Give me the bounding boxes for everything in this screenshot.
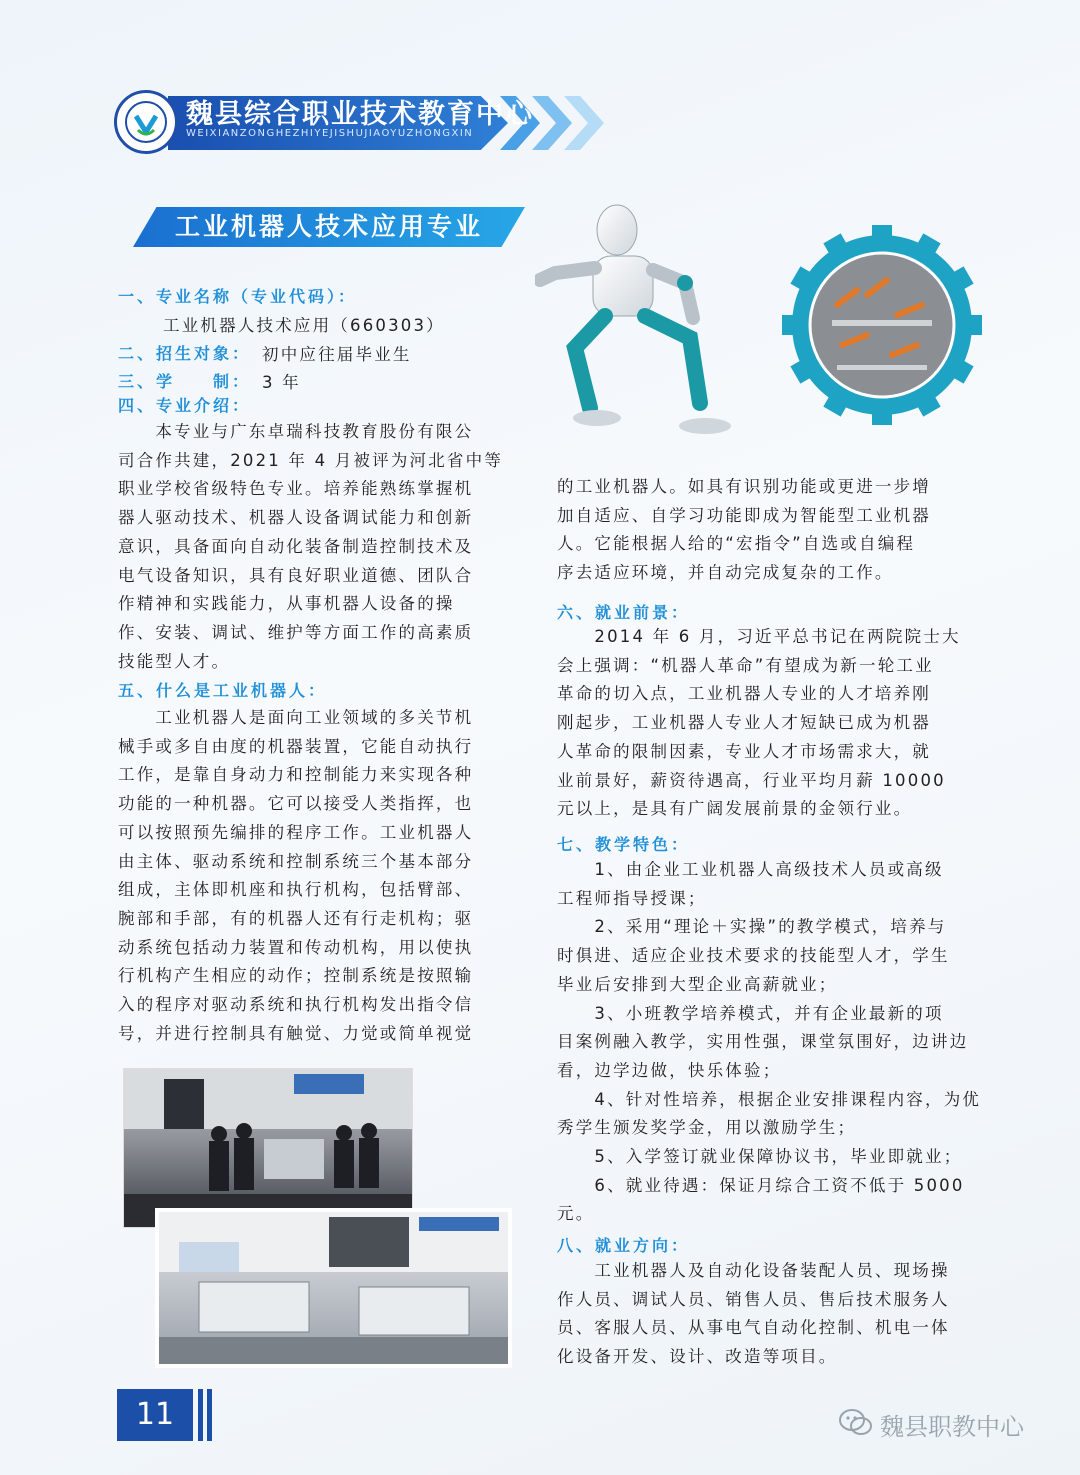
chevron-icon xyxy=(564,96,604,150)
text-line: 3、小班教学培养模式，并有企业最新的项 xyxy=(557,1003,944,1023)
section-4-body xyxy=(118,418,503,676)
text-line: 意识，具备面向自动化装备制造控制技术及 xyxy=(118,536,474,556)
text-line: 可以按照预先编排的程序工作。工业机器人 xyxy=(118,822,474,842)
section-8-heading: 八、就业方向： xyxy=(557,1236,691,1255)
text-line: 看，边学边做，快乐体验； xyxy=(557,1060,782,1080)
section-8-body xyxy=(557,1257,950,1372)
section-6-heading: 六、就业前景： xyxy=(557,603,691,622)
text-line: 毕业后安排到大型企业高薪就业； xyxy=(557,974,838,994)
text-line: 工业机器人是面向工业领域的多关节机 xyxy=(118,708,474,727)
text-line: 时俱进、适应企业技术要求的技能型人才，学生 xyxy=(557,946,950,966)
text-line: 化设备开发、设计、改造等项目。 xyxy=(557,1347,838,1367)
text-line: 电气设备知识，具有良好职业道德、团队合 xyxy=(118,565,474,585)
text-line: 技能型人才。 xyxy=(118,651,231,671)
text-line: 组成，主体即机座和执行机构，包括臂部、 xyxy=(118,880,474,900)
text-line: 序去适应环境，并自动完成复杂的工作。 xyxy=(557,563,894,583)
text-line: 2014 年 6 月，习近平总书记在两院院士大 xyxy=(557,627,961,646)
section-5-continued xyxy=(557,473,931,588)
enrollment-value: 初中应往届毕业生 xyxy=(262,345,412,364)
text-line: 4、针对性培养，根据企业安排课程内容，为优 xyxy=(557,1089,982,1109)
section-3-heading: 三、学 制： xyxy=(118,372,252,391)
duration-value: 3 年 xyxy=(262,373,301,392)
text-line: 器人驱动技术、机器人设备调试能力和创新 xyxy=(118,508,474,528)
text-line: 5、入学签订就业保障协议书，毕业即就业； xyxy=(557,1147,963,1167)
text-line: 刚起步，工业机器人专业人才短缺已成为机器 xyxy=(557,713,931,733)
text-line: 作人员、调试人员、销售人员、售后技术服务人 xyxy=(557,1289,950,1309)
text-line: 司合作共建，2021 年 4 月被评为河北省中等 xyxy=(118,450,504,470)
text-line: 由主体、驱动系统和控制系统三个基本部分 xyxy=(118,851,474,871)
text-line: 行机构产生相应的动作；控制系统是按照输 xyxy=(118,966,474,986)
text-line: 的工业机器人。如具有识别功能或更进一步增 xyxy=(557,477,931,496)
text-line: 2、采用“理论＋实操”的教学模式，培养与 xyxy=(557,917,947,937)
text-line: 加自适应、自学习功能即成为智能型工业机器 xyxy=(557,505,931,525)
page-number: 11 xyxy=(117,1389,193,1441)
text-line: 元以上，是具有广阔发展前景的金领行业。 xyxy=(557,799,913,819)
text-line: 工作，是靠自身动力和控制能力来实现各种 xyxy=(118,765,474,785)
school-name: 魏县综合职业技术教育中心 xyxy=(186,99,534,130)
text-line: 人。它能根据人给的“宏指令”自选或自编程 xyxy=(557,534,916,554)
text-line: 工业机器人及自动化设备装配人员、现场操 xyxy=(557,1261,950,1280)
watermark: 魏县职教中心 xyxy=(880,1413,1024,1441)
major-title: 工业机器人技术应用专业 xyxy=(174,212,483,241)
section-4-heading: 四、专业介绍： xyxy=(118,396,252,415)
text-line: 元。 xyxy=(557,1204,595,1224)
classroom-photo xyxy=(123,1068,413,1228)
text-line: 秀学生颁发奖学金，用以激励学生； xyxy=(557,1118,857,1138)
text-line: 腕部和手部，有的机器人还有行走机构；驱 xyxy=(118,908,474,928)
school-logo xyxy=(114,90,178,154)
section-7-heading: 七、教学特色： xyxy=(557,835,691,854)
text-line: 1、由企业工业机器人高级技术人员或高级 xyxy=(557,860,944,879)
text-line: 业前景好，薪资待遇高，行业平均月薪 10000 xyxy=(557,770,946,790)
text-line: 会上强调：“机器人革命”有望成为新一轮工业 xyxy=(557,655,934,675)
text-line: 革命的切入点，工业机器人专业的人才培养刚 xyxy=(557,684,931,704)
section-5-body xyxy=(118,704,473,1048)
section-5-heading: 五、什么是工业机器人： xyxy=(118,681,328,700)
school-pinyin: WEIXIANZONGHEZHIYEJISHUJIAOYUZHONGXIN xyxy=(186,128,474,139)
text-line: 本专业与广东卓瑞科技教育股份有限公 xyxy=(118,422,474,441)
section-6-body xyxy=(557,623,961,824)
section-7-body xyxy=(557,856,981,1229)
page-bar xyxy=(207,1389,212,1441)
text-line: 作、安装、调试、维护等方面工作的高素质 xyxy=(118,622,474,642)
page-bar xyxy=(198,1389,203,1441)
robot-image xyxy=(535,198,760,438)
text-line: 员、客服人员、从事电气自动化控制、机电一体 xyxy=(557,1318,950,1338)
major-name-value: 工业机器人技术应用（660303） xyxy=(163,316,445,335)
text-line: 动系统包括动力装置和传动机构，用以使执 xyxy=(118,937,474,957)
text-line: 工程师指导授课； xyxy=(557,888,707,908)
section-1-heading: 一、专业名称（专业代码）： xyxy=(118,287,358,306)
text-line: 入的程序对驱动系统和执行机构发出指令信 xyxy=(118,995,474,1015)
text-line: 号，并进行控制具有触觉、力觉或简单视觉 xyxy=(118,1023,474,1043)
text-line: 目案例融入教学，实用性强，课堂氛围好，边讲边 xyxy=(557,1032,969,1052)
text-line: 6、就业待遇：保证月综合工资不低于 5000 xyxy=(557,1175,965,1195)
text-line: 械手或多自由度的机器装置，它能自动执行 xyxy=(118,736,474,756)
wechat-icon xyxy=(838,1407,874,1439)
text-line: 人革命的限制因素，专业人才市场需求大，就 xyxy=(557,741,931,761)
text-line: 职业学校省级特色专业。培养能熟练掌握机 xyxy=(118,479,474,499)
training-lab-photo xyxy=(155,1208,512,1368)
text-line: 功能的一种机器。它可以接受人类指挥，也 xyxy=(118,794,474,814)
text-line: 作精神和实践能力，从事机器人设备的操 xyxy=(118,594,455,614)
section-2-heading: 二、招生对象： xyxy=(118,344,252,363)
factory-gear-image xyxy=(782,225,982,425)
